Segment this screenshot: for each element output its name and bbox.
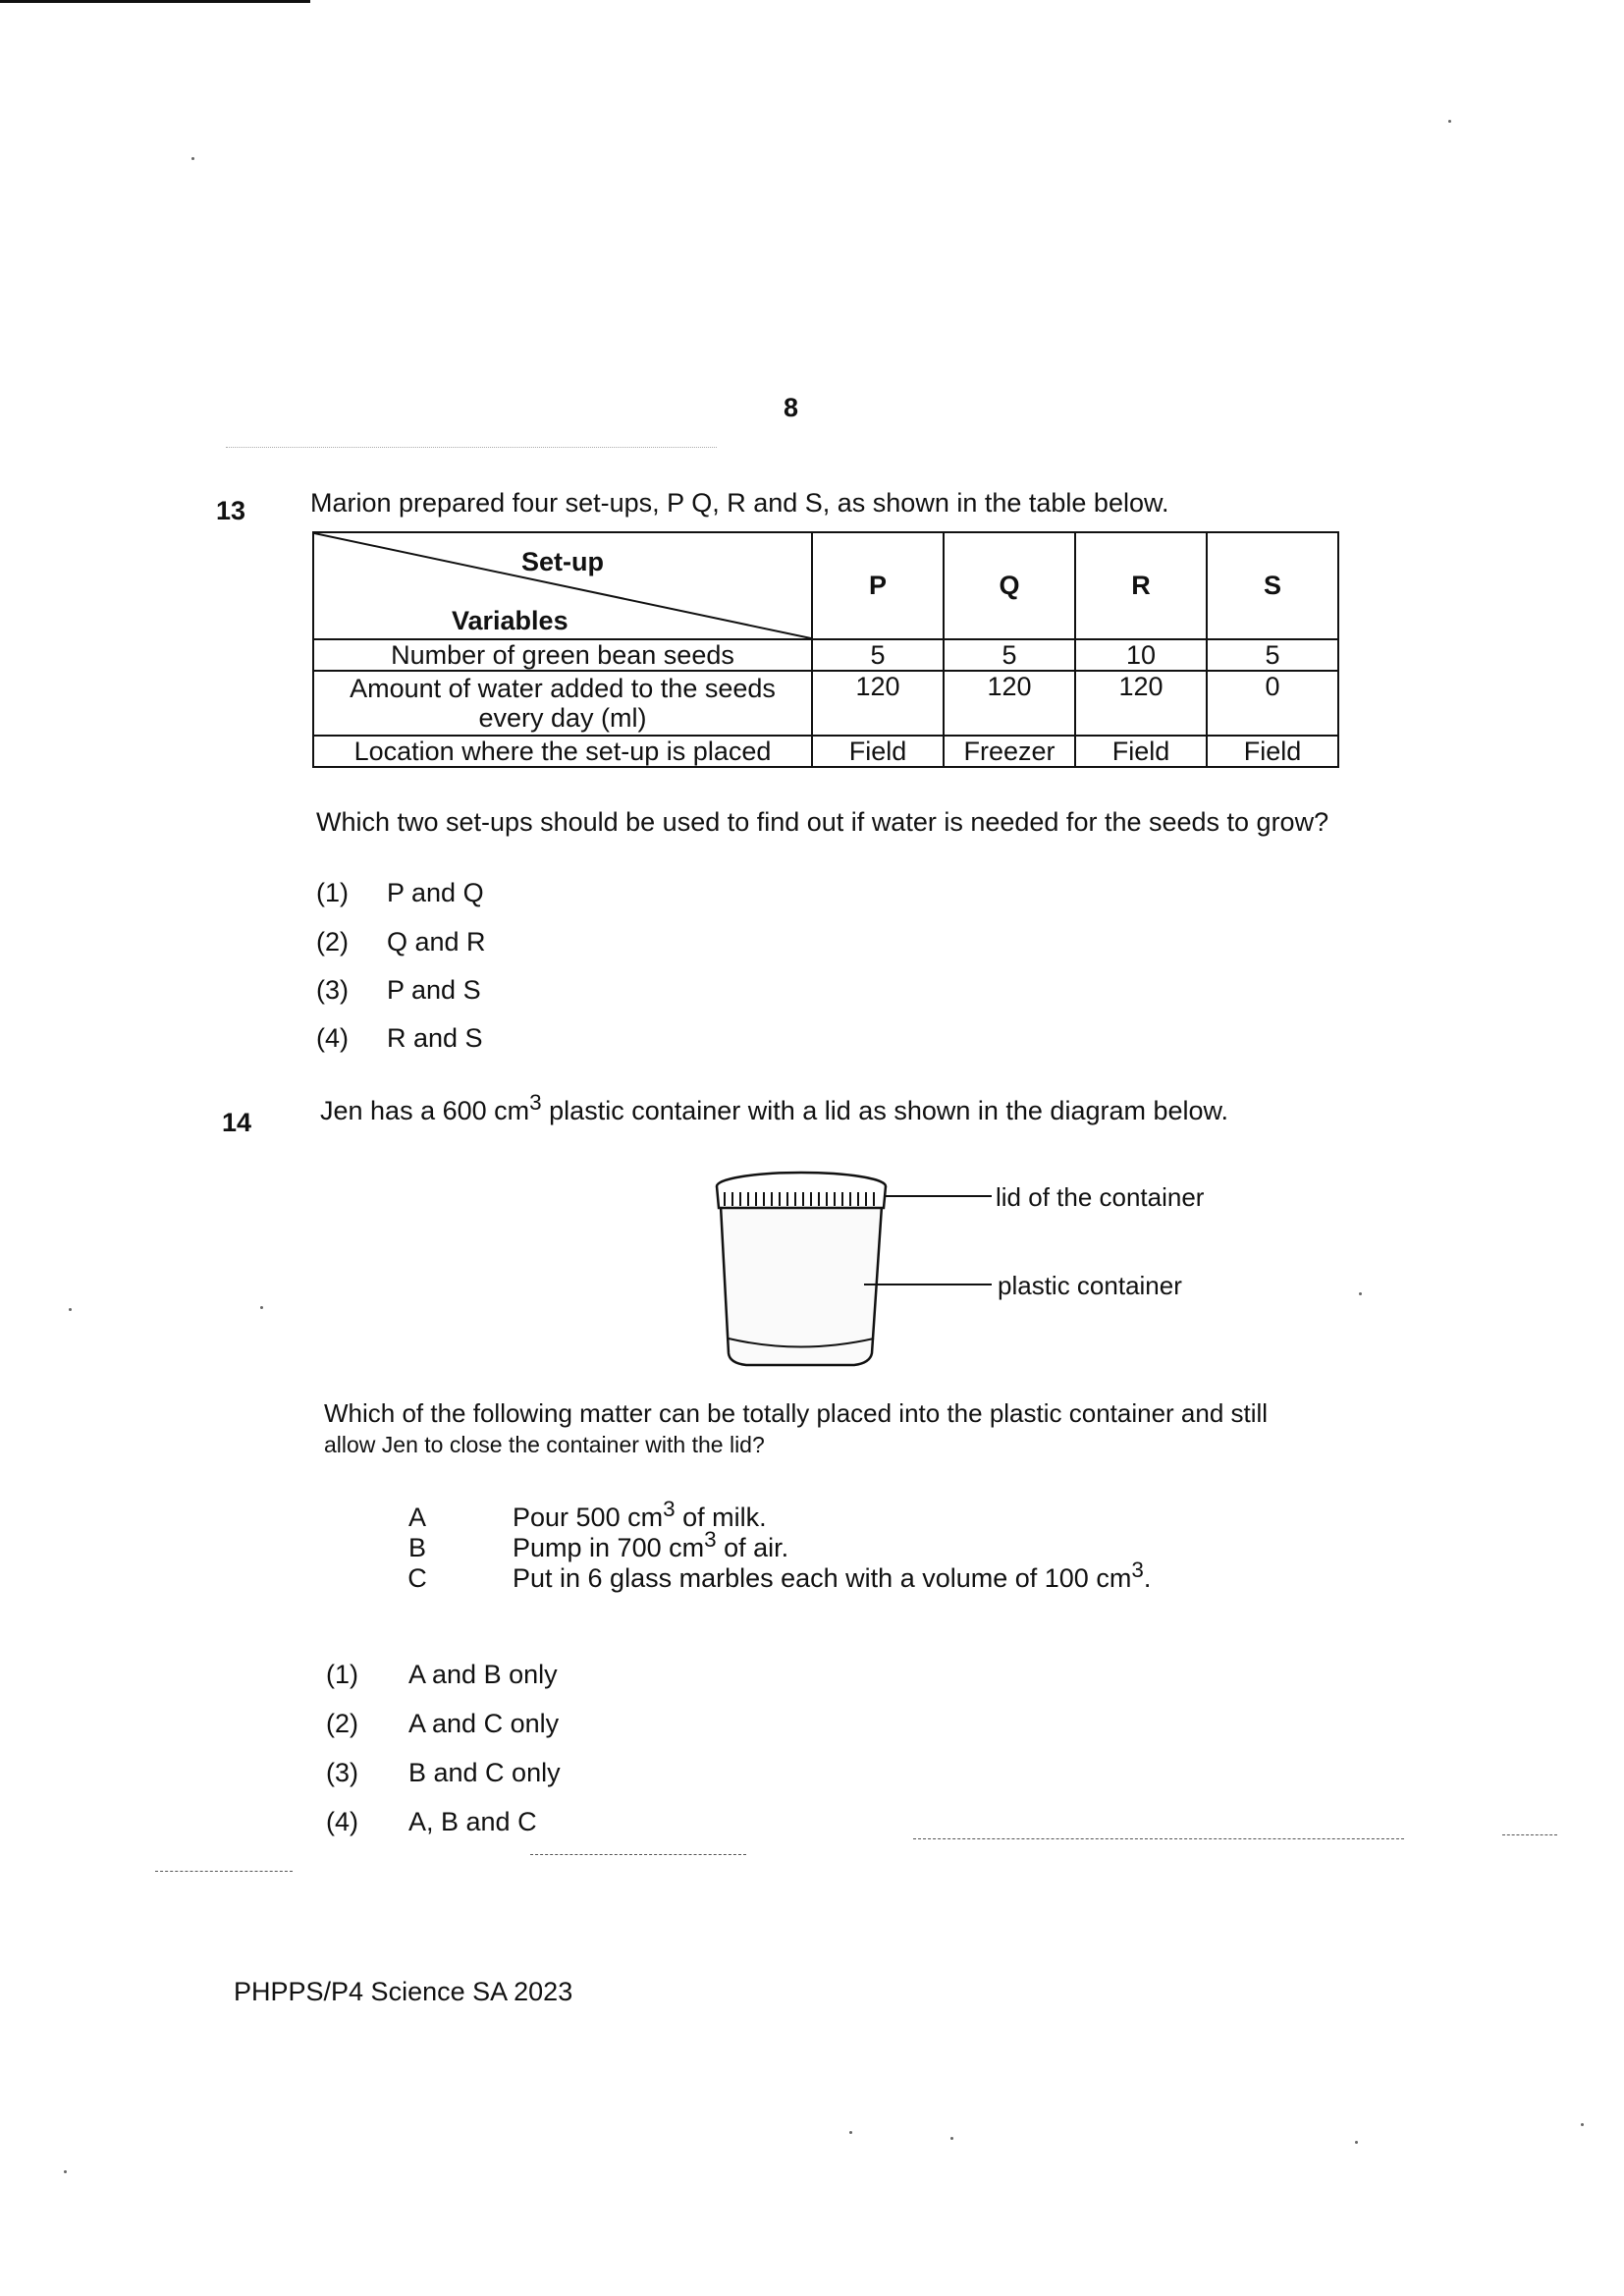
- scan-speck: [69, 1308, 72, 1311]
- option-3[interactable]: [316, 975, 481, 1006]
- text-part: .: [1143, 1563, 1152, 1593]
- question-14-prompt-line2: allow Jen to close the container with the lid?: [324, 1432, 765, 1457]
- footer: PHPPS/P4 Science SA 2023: [234, 1977, 573, 2006]
- statement-letter: A: [407, 1503, 426, 1532]
- table-cell: Field: [812, 736, 944, 767]
- option-text: A and B only: [408, 1660, 558, 1689]
- column-header-r: R: [1075, 532, 1207, 639]
- option-1[interactable]: [326, 1660, 558, 1690]
- table-cell: 120: [944, 671, 1075, 736]
- option-2[interactable]: [326, 1709, 559, 1739]
- superscript: 3: [704, 1527, 717, 1552]
- question-13-text: Marion prepared four set-ups, P Q, R and S, as shown in the table below.: [310, 488, 1169, 518]
- table-cell: 120: [812, 671, 944, 736]
- lid-label: lid of the container: [996, 1182, 1205, 1212]
- row-label: Number of green bean seeds: [313, 639, 812, 671]
- container-label: plastic container: [998, 1271, 1182, 1300]
- column-header-q: Q: [944, 532, 1075, 639]
- text-part: Pour 500 cm: [513, 1503, 664, 1532]
- table-row: [313, 736, 1338, 767]
- table-cell: 120: [1075, 671, 1207, 736]
- scan-dash: [155, 1871, 293, 1872]
- option-3[interactable]: [326, 1758, 561, 1788]
- option-4[interactable]: [326, 1807, 537, 1837]
- page-number: 8: [784, 393, 799, 422]
- scan-speck: [1359, 1292, 1362, 1295]
- corner-setup-label: Set-up: [521, 547, 604, 576]
- superscript: 3: [529, 1090, 542, 1115]
- container-diagram: [707, 1167, 1001, 1373]
- scan-speck: [1448, 120, 1451, 123]
- text-part: Jen has a 600 cm: [320, 1096, 530, 1125]
- table-row: [313, 639, 1338, 671]
- statement-c: [373, 1558, 1151, 1594]
- option-1[interactable]: [316, 878, 484, 908]
- superscript: 3: [663, 1497, 676, 1521]
- option-number: (2): [326, 1709, 358, 1738]
- option-number: (1): [316, 878, 349, 907]
- scan-speck: [64, 2170, 67, 2173]
- question-13-prompt: Which two set-ups should be used to find out if water is needed for the seeds to grow?: [316, 807, 1329, 837]
- scan-speck: [191, 157, 194, 160]
- statement-letter: B: [407, 1533, 426, 1562]
- table-corner-cell: [313, 532, 812, 639]
- statement-letter: C: [407, 1563, 427, 1593]
- table-cell: Freezer: [944, 736, 1075, 767]
- scan-dash: [1502, 1834, 1557, 1835]
- text-part: Put in 6 glass marbles each with a volume of 100 cm: [513, 1563, 1132, 1593]
- option-text: A, B and C: [408, 1807, 537, 1836]
- table-cell: 5: [944, 639, 1075, 671]
- scan-speck: [1581, 2123, 1584, 2126]
- scan-speck: [1355, 2141, 1358, 2144]
- option-number: (2): [316, 927, 349, 957]
- question-14-prompt-line1: Which of the following matter can be totally placed into the plastic container and still: [324, 1398, 1269, 1428]
- option-text: B and C only: [408, 1758, 561, 1787]
- option-text: P and Q: [387, 878, 484, 907]
- scan-speck: [849, 2131, 852, 2134]
- row-label: Location where the set-up is placed: [313, 736, 812, 767]
- row-label: Amount of water added to the seeds every day (ml): [313, 671, 812, 736]
- option-number: (4): [326, 1807, 358, 1836]
- question-14-text: [320, 1090, 1228, 1126]
- scan-dash: [226, 447, 717, 448]
- table-cell: Field: [1075, 736, 1207, 767]
- question-13-number: 13: [216, 496, 246, 525]
- option-2[interactable]: [316, 927, 486, 957]
- table-row: [313, 671, 1338, 736]
- option-text: Q and R: [387, 927, 486, 957]
- option-text: P and S: [387, 975, 481, 1005]
- table-cell: 5: [812, 639, 944, 671]
- option-text: R and S: [387, 1023, 483, 1053]
- text-part: of air.: [716, 1533, 789, 1562]
- option-number: (3): [326, 1758, 358, 1787]
- setup-table: [312, 531, 1339, 768]
- option-number: (3): [316, 975, 349, 1005]
- question-14-number: 14: [222, 1108, 252, 1137]
- text-part: of milk.: [675, 1503, 767, 1532]
- option-number: (1): [326, 1660, 358, 1689]
- table-cell: Field: [1207, 736, 1338, 767]
- scan-speck: [260, 1306, 263, 1309]
- scan-speck: [950, 2137, 953, 2140]
- statement-text: [513, 1558, 1152, 1593]
- option-text: A and C only: [408, 1709, 560, 1738]
- option-4[interactable]: [316, 1023, 483, 1054]
- column-header-s: S: [1207, 532, 1338, 639]
- table-cell: 10: [1075, 639, 1207, 671]
- corner-variables-label: Variables: [452, 606, 568, 635]
- column-header-p: P: [812, 532, 944, 639]
- text-part: Pump in 700 cm: [513, 1533, 705, 1562]
- scan-dash: [913, 1838, 1404, 1839]
- top-rule: [0, 0, 310, 3]
- option-number: (4): [316, 1023, 349, 1053]
- scan-dash: [530, 1854, 746, 1855]
- table-cell: 5: [1207, 639, 1338, 671]
- superscript: 3: [1131, 1558, 1144, 1582]
- text-part: plastic container with a lid as shown in the diagram below.: [541, 1096, 1229, 1125]
- table-cell: 0: [1207, 671, 1338, 736]
